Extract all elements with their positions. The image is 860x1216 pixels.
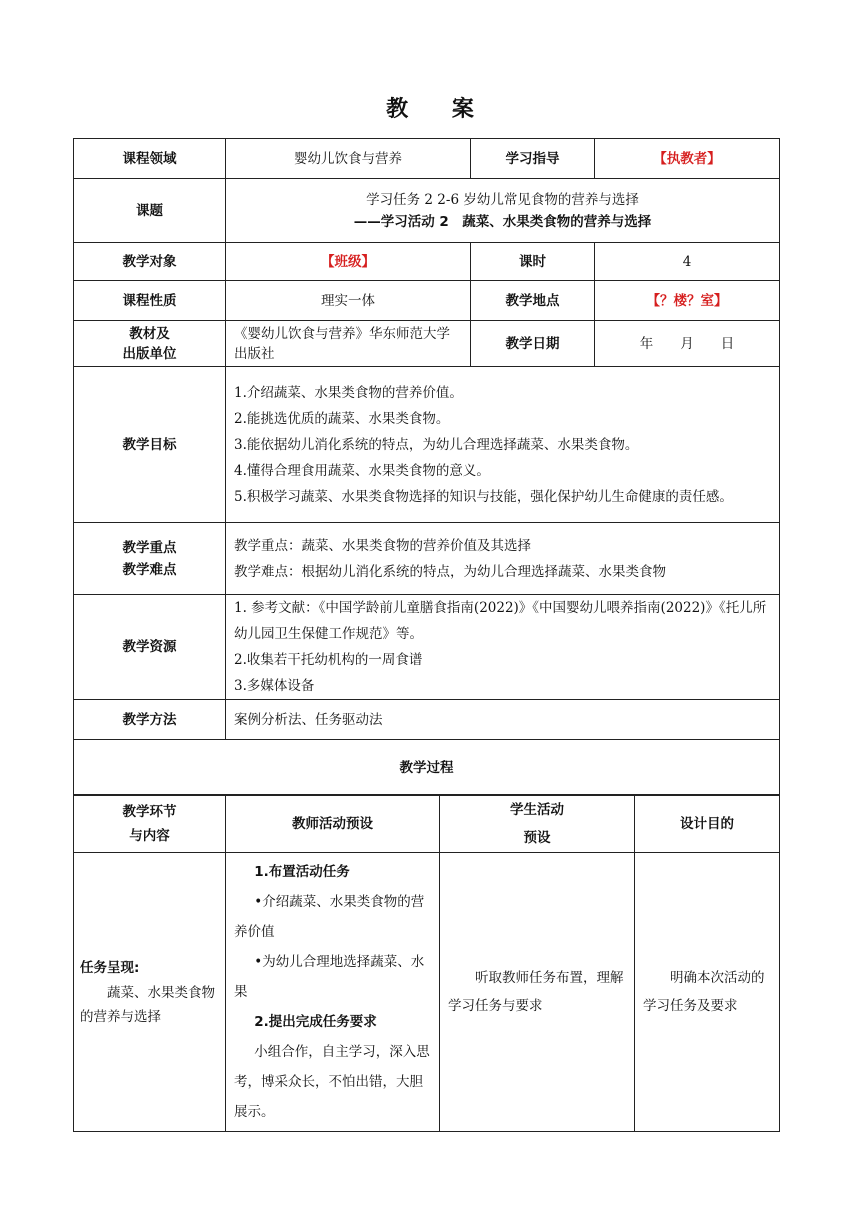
keypoints-label-line-2: 教学难点 [122,561,177,578]
purpose-cell [635,853,780,1132]
teacher-heading-1: 1.布置活动任务 [254,864,350,880]
topic-line-2: ——学习活动 2 蔬菜、水果类食物的营养与选择 [353,213,652,230]
topic-cell [226,179,780,243]
method-label: 教学方法 [74,700,226,740]
keypoints-label-line-1: 教学重点 [122,539,177,556]
keypoints-cell [226,523,780,595]
col-stage-header-line-1: 教学环节 [122,803,177,820]
goal-item: 4.懂得合理食用蔬菜、水果类食物的意义。 [234,462,490,479]
course-field-value: 婴幼儿饮食与营养 [226,139,471,179]
resource-item: 1. 参考文献：《中国学龄前儿童膳食指南(2022)》《中国婴幼儿喂养指南(2022)》《托儿所幼儿园卫生保健工作规范》等。 [234,600,767,642]
method-value: 案例分析法、任务驱动法 [226,700,780,740]
process-table [73,794,780,1132]
difficulty-text: 教学难点：根据幼儿消化系统的特点，为幼儿合理选择蔬菜、水果类食物 [234,563,666,580]
guide-value: 【执教者】 [595,139,780,179]
goal-item: 5.积极学习蔬菜、水果类食物选择的知识与技能，强化保护幼儿生命健康的责任感。 [234,488,733,505]
process-heading: 教学过程 [74,740,780,796]
stage-cell [74,853,226,1132]
teacher-heading-2: 2.提出完成任务要求 [254,1014,377,1030]
document-title: 教 案 [386,97,492,122]
stage-title: 任务呈现: [80,960,140,976]
hours-label: 课时 [471,243,595,281]
col-student-header-line-1: 学生活动 [510,801,564,818]
col-teacher-header: 教师活动预设 [226,795,440,853]
nature-value: 理实一体 [226,281,471,321]
textbook-value: 《婴幼儿饮食与营养》华东师范大学出版社 [226,321,471,367]
purpose-text: 明确本次活动的学习任务及要求 [643,970,765,1014]
date-value: 年 月 日 [595,321,780,367]
resources-list [226,595,780,700]
keypoints-label [74,523,226,595]
place-label: 教学地点 [471,281,595,321]
nature-label: 课程性质 [74,281,226,321]
course-field-label: 课程领域 [74,139,226,179]
teacher-paragraph: 小组合作，自主学习，深入思考，博采众长，不怕出错，大胆展示。 [234,1044,430,1120]
goal-item: 3.能依据幼儿消化系统的特点，为幼儿合理选择蔬菜、水果类食物。 [234,436,639,453]
col-student-header [440,795,635,853]
topic-line-1: 学习任务 2 2-6 岁幼儿常见食物的营养与选择 [366,191,639,208]
keypoint-text: 教学重点：蔬菜、水果类食物的营养价值及其选择 [234,537,531,554]
resource-item: 2.收集若干托幼机构的一周食谱 [234,652,423,668]
col-stage-header [74,795,226,853]
hours-value: 4 [595,243,780,281]
teacher-bullet-1: •介绍蔬菜、水果类食物的营养价值 [234,894,425,940]
place-value: 【？楼？室】 [595,281,780,321]
textbook-label-line-2: 出版单位 [122,345,177,362]
resource-item: 3.多媒体设备 [234,678,315,694]
student-activity-text: 听取教师任务布置，理解学习任务与要求 [448,970,624,1014]
teacher-activity-cell [226,853,440,1132]
goal-item: 1.介绍蔬菜、水果类食物的营养价值。 [234,384,463,401]
resources-label: 教学资源 [74,595,226,700]
goal-item: 2.能挑选优质的蔬菜、水果类食物。 [234,410,450,427]
table-row [74,853,780,1132]
target-value: 【班级】 [226,243,471,281]
teacher-bullet-2: •为幼儿合理地选择蔬菜、水果 [234,954,425,1000]
topic-label: 课题 [74,179,226,243]
date-label: 教学日期 [471,321,595,367]
col-stage-header-line-2: 与内容 [129,827,170,844]
target-label: 教学对象 [74,243,226,281]
lesson-info-table [73,138,780,796]
col-purpose-header: 设计目的 [635,795,780,853]
guide-label: 学习指导 [471,139,595,179]
textbook-label-line-1: 教材及 [129,325,170,342]
goals-list [226,367,780,523]
stage-desc: 蔬菜、水果类食物的营养与选择 [80,985,215,1025]
student-activity-cell [440,853,635,1132]
goals-label: 教学目标 [74,367,226,523]
textbook-label [74,321,226,367]
col-student-header-line-2: 预设 [523,829,551,846]
